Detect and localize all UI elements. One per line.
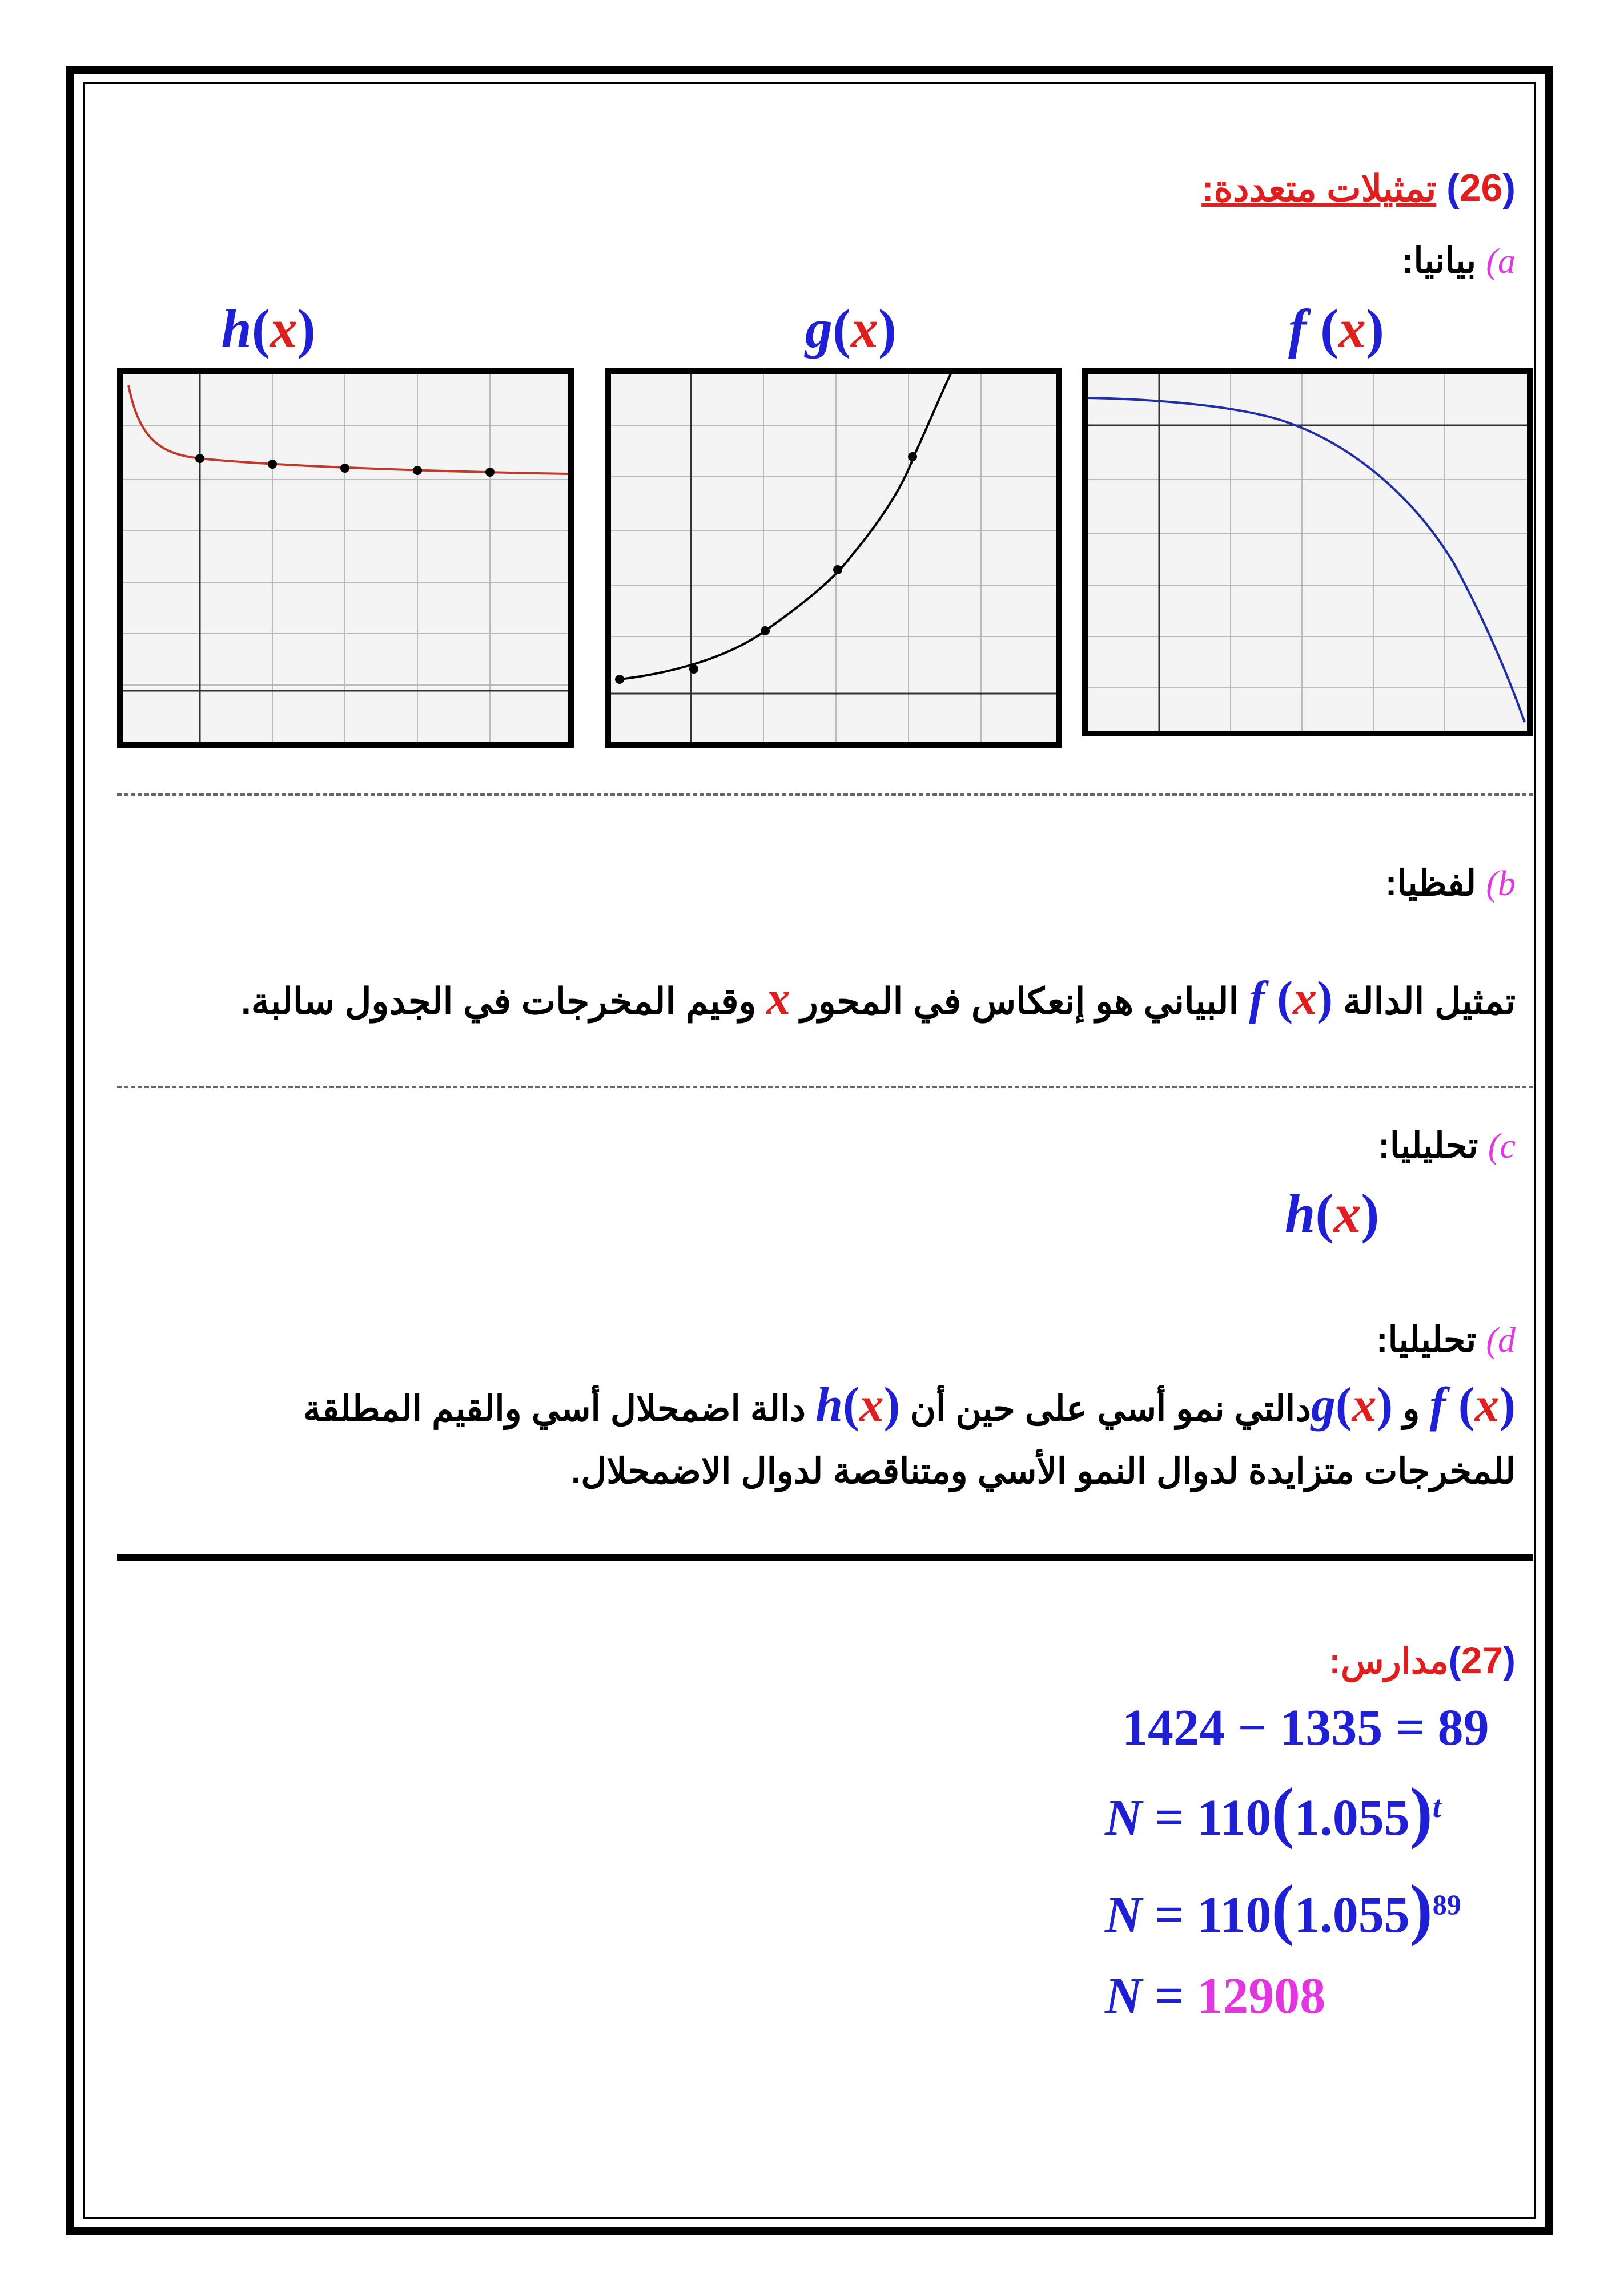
part-c-letter: c bbox=[1500, 1127, 1516, 1166]
q26-title: تمثيلات متعددة: bbox=[1201, 168, 1437, 209]
graph-g bbox=[605, 368, 1062, 748]
part-c-label: c) تحليليا: bbox=[1378, 1126, 1516, 1166]
part-a-text: بيانيا: bbox=[1401, 241, 1477, 281]
q27-eq1: 1424 − 1335 = 89 bbox=[1122, 1699, 1489, 1756]
part-b-letter: b bbox=[1498, 864, 1516, 903]
part-d-line-1: (x) f و (x)gدالتي نمو أسي على حين أن (x)h دالة اضمحلال أسي والقيم المطلقة bbox=[303, 1377, 1516, 1432]
graph-h bbox=[117, 368, 574, 748]
part-a-label: a) بيانيا: bbox=[1401, 241, 1516, 281]
part-d-label: d) تحليليا: bbox=[1376, 1320, 1516, 1360]
part-b-sentence: تمثيل الدالة (x) f البياني هو إنعكاس في المحور x وقيم المخرجات في الجدول سالبة. bbox=[241, 972, 1516, 1025]
part-d-line-2: للمخرجات متزايدة لدوال النمو الأسي ومتناقصة لدوال الاضمحلال. bbox=[571, 1452, 1516, 1491]
divider-1 bbox=[117, 793, 1533, 796]
divider-2 bbox=[117, 1086, 1533, 1088]
graph-title-f: f (x) bbox=[1288, 298, 1384, 359]
graph-title-g: g(x) bbox=[805, 298, 897, 359]
part-d-text: تحليليا: bbox=[1376, 1320, 1477, 1360]
part-c-expression: h(x) bbox=[1285, 1183, 1380, 1244]
part-b-label: b) لفظيا: bbox=[1385, 864, 1516, 903]
q27-eq4: N = 12908 bbox=[1105, 1968, 1326, 2024]
section-separator bbox=[117, 1554, 1533, 1561]
q26-header: (26) تمثيلات متعددة: bbox=[1201, 166, 1516, 210]
part-d-letter: d bbox=[1498, 1321, 1516, 1360]
graph-title-h: h(x) bbox=[221, 298, 316, 359]
part-b-text: لفظيا: bbox=[1385, 864, 1477, 903]
q27-eq2: $N = 110(1.055)^t$ bbox=[1105, 1774, 1441, 1850]
q26-number: 26 bbox=[1459, 166, 1503, 210]
part-a-letter: a bbox=[1498, 242, 1516, 281]
part-c-text: تحليليا: bbox=[1378, 1126, 1478, 1166]
q27-title: مدارس: bbox=[1329, 1642, 1449, 1681]
q27-eq3: $N = 110(1.055)^{89}$ bbox=[1105, 1871, 1461, 1947]
q27-number: 27 bbox=[1461, 1639, 1504, 1681]
graph-f bbox=[1082, 368, 1533, 736]
q27-header: (27)مدارس: bbox=[1329, 1639, 1516, 1681]
